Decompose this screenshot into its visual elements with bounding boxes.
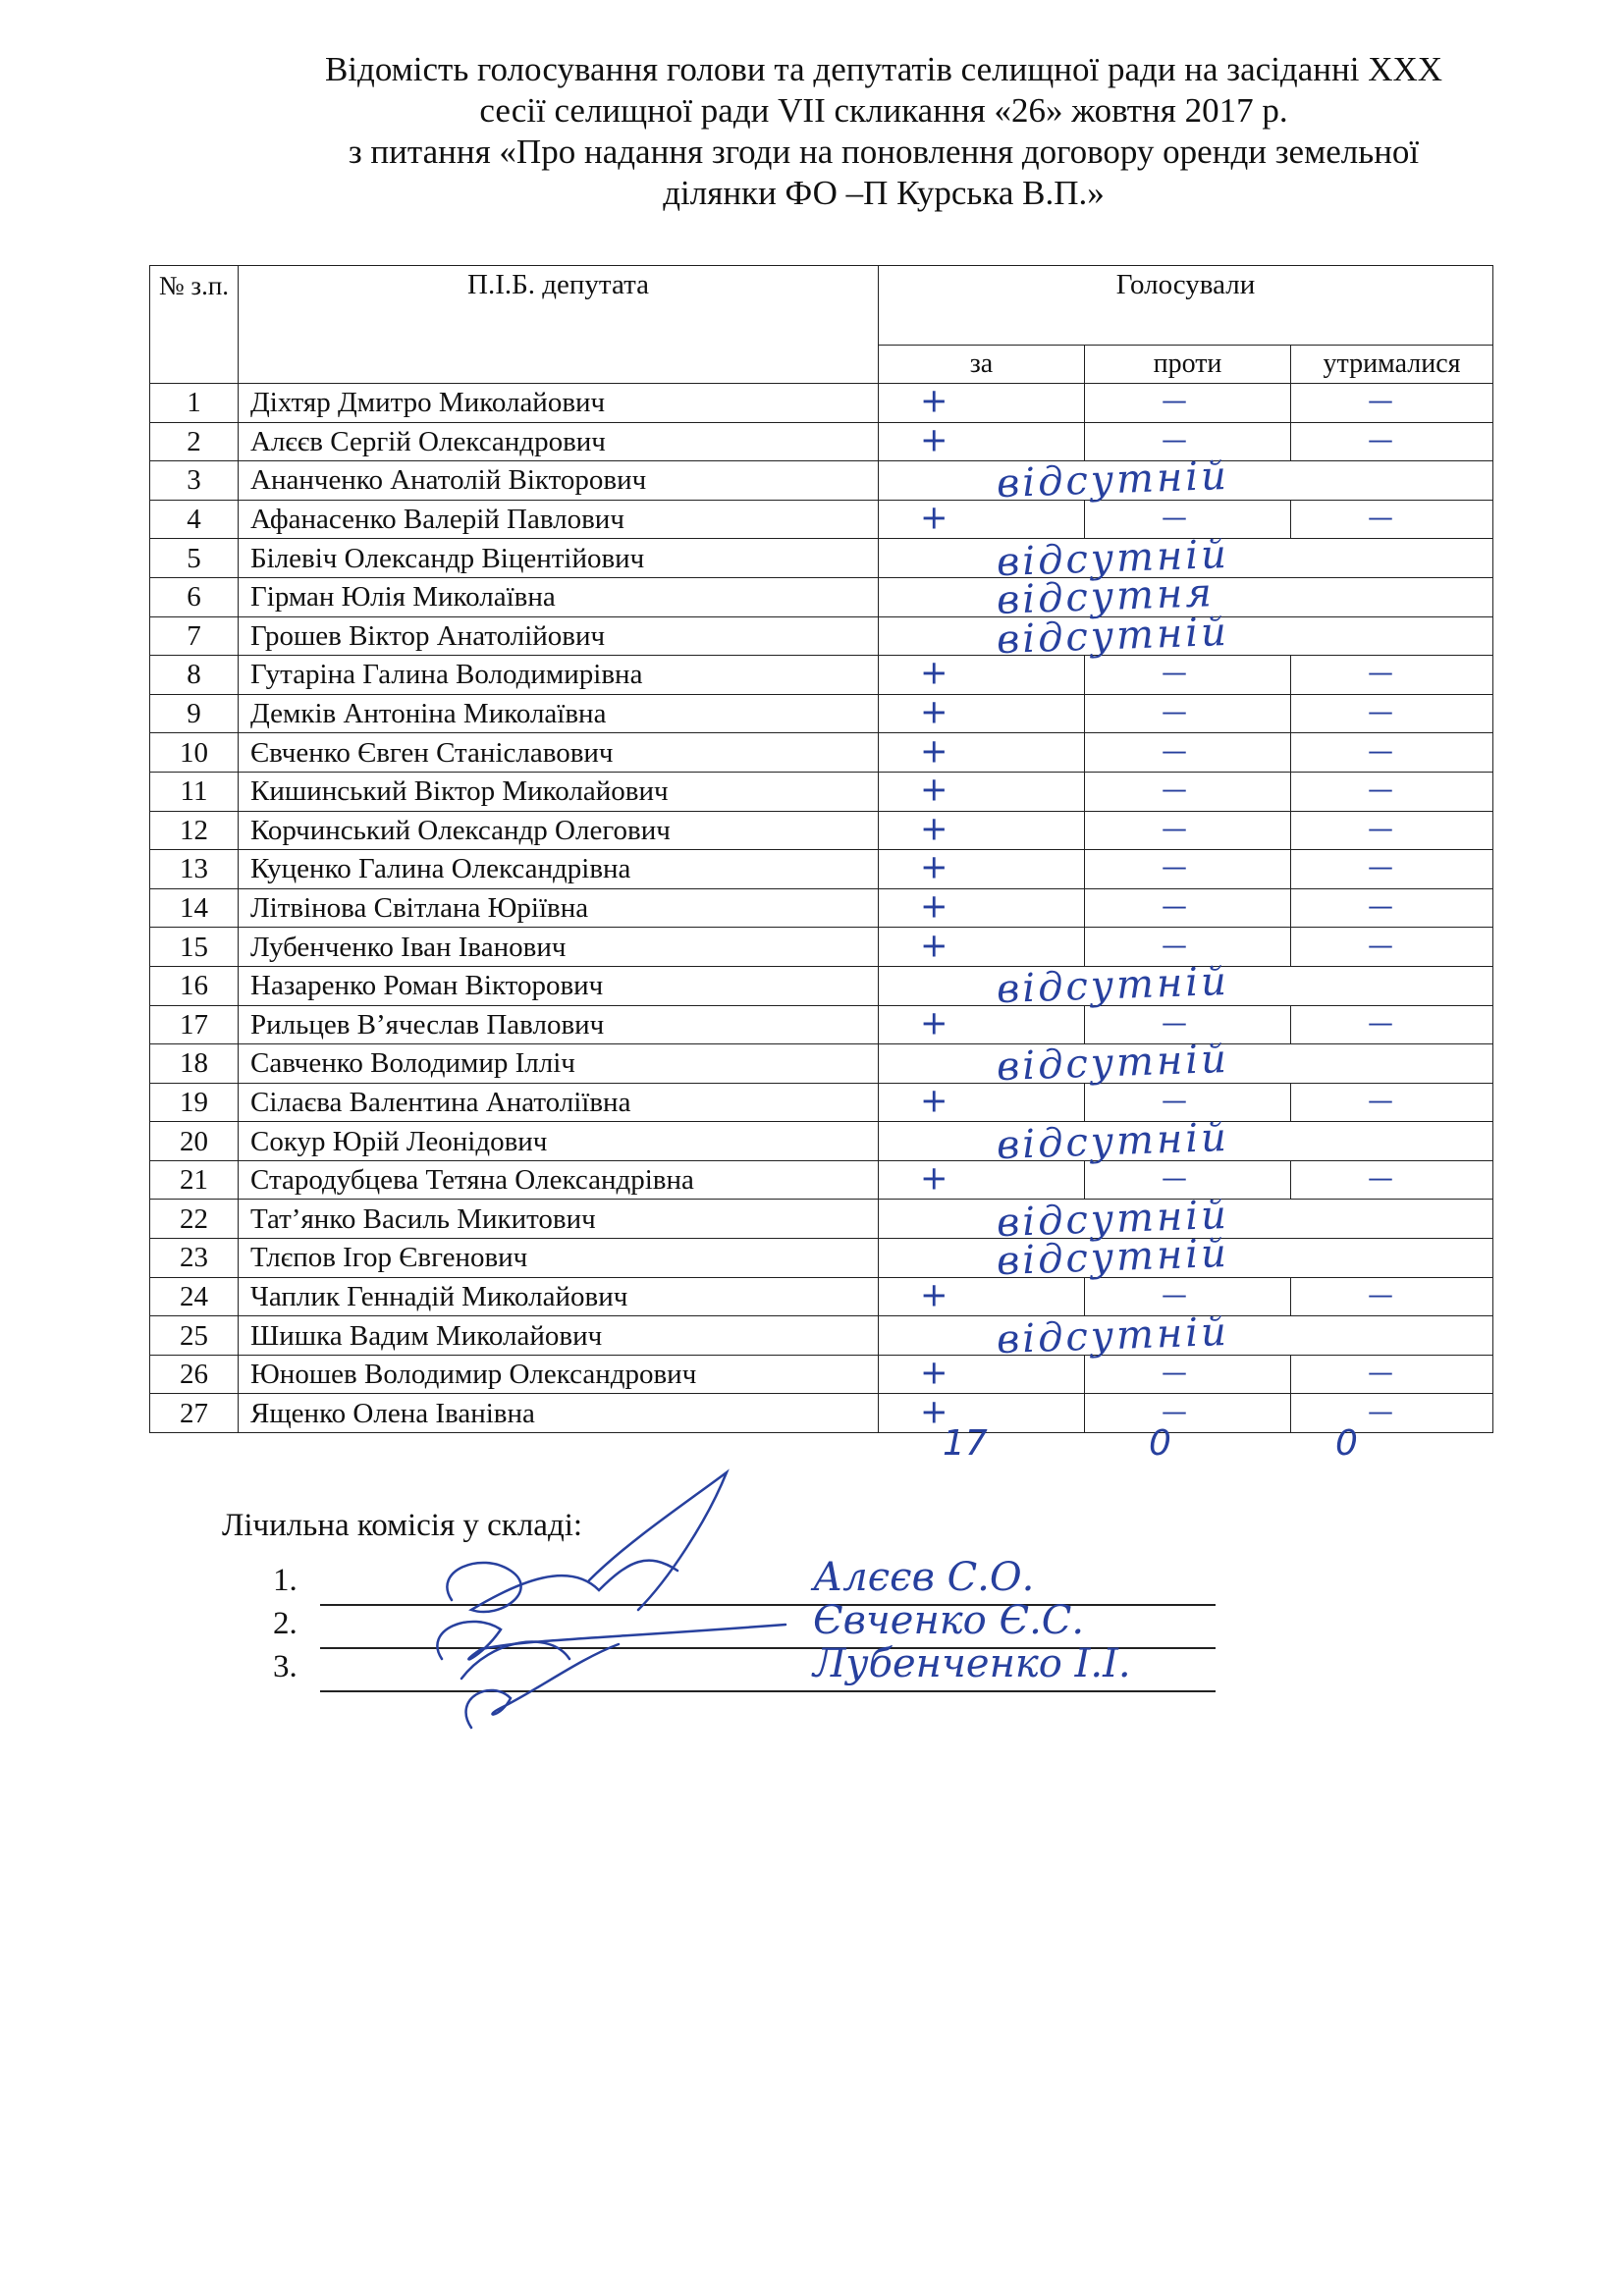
signature-3-stroke <box>461 1642 569 1679</box>
vote-against-mark: — <box>1162 1163 1187 1194</box>
table-row <box>150 1316 1493 1356</box>
row-number: 7 <box>150 616 239 656</box>
absent-cell <box>879 609 1493 663</box>
absent-mark: відсутній <box>996 1114 1230 1168</box>
header-against: проти <box>1085 346 1291 384</box>
vote-abstained-mark: — <box>1368 697 1393 727</box>
deputy-name: Чаплик Геннадій Миколайович <box>239 1277 879 1316</box>
absent-mark: відсутній <box>996 454 1230 507</box>
vote-for-cell <box>879 733 1085 773</box>
table-row <box>150 1355 1493 1394</box>
vote-against-mark: — <box>1162 852 1187 882</box>
vote-against-mark: — <box>1162 1397 1187 1427</box>
table-row <box>150 1044 1493 1084</box>
vote-against-mark: — <box>1162 658 1187 688</box>
absent-mark: відсутній <box>996 609 1230 663</box>
vote-abstained-cell <box>1291 656 1493 695</box>
vote-abstained-mark: — <box>1368 774 1393 805</box>
vote-for-mark: + <box>920 498 948 538</box>
vote-abstained-cell <box>1291 928 1493 967</box>
row-number: 26 <box>150 1355 239 1394</box>
table-row <box>150 966 1493 1005</box>
vote-abstained-mark: — <box>1368 891 1393 922</box>
vote-abstained-mark: — <box>1368 386 1393 416</box>
row-number: 11 <box>150 772 239 811</box>
vote-abstained-cell <box>1291 384 1493 423</box>
vote-abstained-mark: — <box>1368 1008 1393 1039</box>
vote-for-cell <box>879 1277 1085 1316</box>
absent-mark: відсутня <box>996 570 1216 624</box>
vote-abstained-cell <box>1291 811 1493 850</box>
absent-cell <box>879 1308 1493 1362</box>
vote-against-cell <box>1085 656 1291 695</box>
table-row <box>150 577 1493 616</box>
absent-cell <box>879 1037 1493 1091</box>
signature-3 <box>466 1644 619 1728</box>
table-row <box>150 733 1493 773</box>
vote-for-cell <box>879 1355 1085 1394</box>
vote-against-mark: — <box>1162 1086 1187 1116</box>
vote-abstained-mark: — <box>1368 1163 1393 1194</box>
vote-for-cell <box>879 1083 1085 1122</box>
vote-abstained-cell <box>1291 850 1493 889</box>
vote-against-mark: — <box>1162 1008 1187 1039</box>
vote-abstained-mark: — <box>1368 503 1393 533</box>
deputy-name: Тат’янко Василь Микитович <box>239 1200 879 1239</box>
vote-for-cell <box>879 694 1085 733</box>
table-row <box>150 772 1493 811</box>
vote-against-mark: — <box>1162 891 1187 922</box>
vote-abstained-mark: — <box>1368 1280 1393 1310</box>
row-number: 19 <box>150 1083 239 1122</box>
table-row <box>150 888 1493 928</box>
vote-abstained-mark: — <box>1368 814 1393 844</box>
vote-for-mark: + <box>920 809 948 849</box>
deputy-name: Ананченко Анатолій Вікторович <box>239 461 879 501</box>
vote-abstained-mark: — <box>1368 1397 1393 1427</box>
absent-cell <box>879 454 1493 507</box>
absent-mark: відсутній <box>996 1192 1230 1246</box>
vote-for-cell <box>879 772 1085 811</box>
deputy-name: Шишка Вадим Миколайович <box>239 1316 879 1356</box>
header-number: № з.п. <box>150 266 239 384</box>
row-number: 14 <box>150 888 239 928</box>
deputy-name: Діхтяр Дмитро Миколайович <box>239 384 879 423</box>
row-number: 22 <box>150 1200 239 1239</box>
vote-for-cell <box>879 500 1085 539</box>
vote-abstained-cell <box>1291 422 1493 461</box>
vote-for-mark: + <box>920 653 948 693</box>
row-number: 25 <box>150 1316 239 1356</box>
vote-abstained-cell <box>1291 733 1493 773</box>
deputy-name: Гірман Юлія Миколаївна <box>239 577 879 616</box>
row-number: 20 <box>150 1122 239 1161</box>
absent-mark: відсутній <box>996 1308 1230 1362</box>
vote-for-mark: + <box>920 1158 948 1199</box>
vote-against-mark: — <box>1162 931 1187 961</box>
row-number: 12 <box>150 811 239 850</box>
row-number: 2 <box>150 422 239 461</box>
total-abstained: 0 <box>1335 1423 1358 1464</box>
deputy-name: Літвінова Світлана Юріївна <box>239 888 879 928</box>
row-number: 21 <box>150 1160 239 1200</box>
vote-against-mark: — <box>1162 503 1187 533</box>
row-number: 16 <box>150 966 239 1005</box>
deputy-name: Ященко Олена Іванівна <box>239 1394 879 1433</box>
deputy-name: Кишинський Віктор Миколайович <box>239 772 879 811</box>
vote-against-mark: — <box>1162 774 1187 805</box>
handwritten-signatures <box>393 1463 805 1747</box>
table-row <box>150 1005 1493 1044</box>
member-handwritten-name: Євченко Є.С. <box>813 1598 1085 1643</box>
row-number: 15 <box>150 928 239 967</box>
absent-mark: відсутній <box>996 531 1230 585</box>
deputy-name: Тлєпов Ігор Євгенович <box>239 1239 879 1278</box>
table-row <box>150 928 1493 967</box>
row-number: 13 <box>150 850 239 889</box>
vote-for-mark: + <box>920 847 948 887</box>
deputy-name: Лубенченко Іван Іванович <box>239 928 879 967</box>
vote-for-cell <box>879 1005 1085 1044</box>
deputy-name: Афанасенко Валерій Павлович <box>239 500 879 539</box>
vote-abstained-cell <box>1291 888 1493 928</box>
row-number: 9 <box>150 694 239 733</box>
table-row <box>150 422 1493 461</box>
vote-for-mark: + <box>920 381 948 421</box>
deputy-name: Євченко Євген Станіславович <box>239 733 879 773</box>
deputy-name: Назаренко Роман Вікторович <box>239 966 879 1005</box>
header-for: за <box>879 346 1085 384</box>
member-number: 3. <box>273 1649 298 1684</box>
row-number: 6 <box>150 577 239 616</box>
table-row <box>150 384 1493 423</box>
vote-abstained-mark: — <box>1368 1358 1393 1388</box>
header-voted: Голосували <box>879 266 1493 346</box>
table-row <box>150 1122 1493 1161</box>
vote-abstained-mark: — <box>1368 658 1393 688</box>
absent-mark: відсутній <box>996 1037 1230 1091</box>
absent-cell <box>879 1231 1493 1285</box>
row-number: 5 <box>150 539 239 578</box>
vote-against-cell <box>1085 694 1291 733</box>
absent-cell <box>879 959 1493 1013</box>
table-row <box>150 1239 1493 1278</box>
vote-for-mark: + <box>920 731 948 772</box>
vote-for-mark: + <box>920 692 948 732</box>
vote-against-mark: — <box>1162 386 1187 416</box>
row-number: 8 <box>150 656 239 695</box>
vote-abstained-cell <box>1291 694 1493 733</box>
vote-for-mark: + <box>920 1392 948 1432</box>
vote-against-cell <box>1085 811 1291 850</box>
table-row <box>150 616 1493 656</box>
vote-for-mark: + <box>920 1081 948 1121</box>
vote-for-mark: + <box>920 926 948 966</box>
vote-against-cell <box>1085 888 1291 928</box>
vote-abstained-mark: — <box>1368 852 1393 882</box>
vote-abstained-cell <box>1291 1083 1493 1122</box>
deputy-name: Сокур Юрій Леонідович <box>239 1122 879 1161</box>
row-number: 3 <box>150 461 239 501</box>
vote-against-mark: — <box>1162 697 1187 727</box>
vote-totals <box>0 1423 1624 1463</box>
row-number: 27 <box>150 1394 239 1433</box>
vote-for-cell <box>879 811 1085 850</box>
vote-abstained-mark: — <box>1368 425 1393 455</box>
deputy-name: Білевіч Олександр Віцентійович <box>239 539 879 578</box>
vote-against-cell <box>1085 772 1291 811</box>
absent-mark: відсутній <box>996 959 1230 1013</box>
vote-against-mark: — <box>1162 1280 1187 1310</box>
table-row <box>150 850 1493 889</box>
deputy-name: Савченко Володимир Ілліч <box>239 1044 879 1084</box>
row-number: 4 <box>150 500 239 539</box>
title-line-3: з питання «Про надання згоди на поновлення договору оренди земельної <box>348 133 1420 171</box>
row-number: 1 <box>150 384 239 423</box>
row-number: 18 <box>150 1044 239 1084</box>
deputy-name: Сілаєва Валентина Анатоліївна <box>239 1083 879 1122</box>
row-number: 10 <box>150 733 239 773</box>
vote-for-mark: + <box>920 420 948 460</box>
vote-for-mark: + <box>920 1353 948 1393</box>
deputy-name: Стародубцева Тетяна Олександрівна <box>239 1160 879 1200</box>
member-handwritten-name: Лубенченко І.І. <box>813 1641 1131 1686</box>
vote-against-mark: — <box>1162 1358 1187 1388</box>
signature-1-stroke <box>589 1472 727 1610</box>
vote-against-cell <box>1085 733 1291 773</box>
header-abstained: утрималися <box>1291 346 1493 384</box>
vote-for-mark: + <box>920 1003 948 1043</box>
absent-mark: відсутній <box>996 1231 1230 1285</box>
deputy-name: Рильцев В’ячеслав Павлович <box>239 1005 879 1044</box>
vote-for-cell <box>879 381 1085 423</box>
table-row <box>150 461 1493 501</box>
vote-abstained-cell <box>1291 500 1493 539</box>
vote-abstained-mark: — <box>1368 1086 1393 1116</box>
table-row <box>150 539 1493 578</box>
vote-abstained-cell <box>1291 1160 1493 1200</box>
deputy-name: Алєєв Сергій Олександрович <box>239 422 879 461</box>
vote-against-mark: — <box>1162 814 1187 844</box>
vote-for-cell <box>879 653 1085 695</box>
title-line-4: ділянки ФО –П Курська В.П.» <box>663 174 1105 212</box>
vote-abstained-cell <box>1291 1005 1493 1044</box>
deputy-name: Грошев Віктор Анатолійович <box>239 616 879 656</box>
table-row <box>150 500 1493 539</box>
vote-for-cell <box>879 847 1085 889</box>
deputy-name: Гутаріна Галина Володимирівна <box>239 656 879 695</box>
title-line-2: сесії селищної ради VII скликання «26» жовтня 2017 р. <box>479 91 1288 130</box>
vote-against-cell <box>1085 850 1291 889</box>
total-against: 0 <box>1149 1423 1171 1464</box>
member-number: 2. <box>273 1606 298 1641</box>
vote-for-cell <box>879 888 1085 928</box>
table-row <box>150 1200 1493 1239</box>
row-number: 17 <box>150 1005 239 1044</box>
voting-table <box>149 265 1493 1433</box>
title-line-1: Відомість голосування голови та депутатів селищної ради на засіданні XXX <box>324 50 1443 88</box>
vote-abstained-mark: — <box>1368 736 1393 767</box>
vote-for-mark: + <box>920 770 948 810</box>
vote-abstained-mark: — <box>1368 931 1393 961</box>
table-row <box>150 1083 1493 1122</box>
table-row <box>150 656 1493 695</box>
document-title <box>226 49 1542 214</box>
table-row <box>150 811 1493 850</box>
commission-label: Лічильна комісія у складі: <box>222 1508 583 1543</box>
vote-against-cell <box>1085 384 1291 423</box>
deputy-name: Куценко Галина Олександрівна <box>239 850 879 889</box>
table-row <box>150 1160 1493 1200</box>
row-number: 23 <box>150 1239 239 1278</box>
deputy-name: Демків Антоніна Миколаївна <box>239 694 879 733</box>
member-number: 1. <box>273 1563 298 1598</box>
deputy-name: Корчинський Олександр Олегович <box>239 811 879 850</box>
vote-for-cell <box>879 1160 1085 1200</box>
vote-abstained-cell <box>1291 772 1493 811</box>
vote-abstained-cell <box>1291 1355 1493 1394</box>
vote-for-mark: + <box>920 886 948 927</box>
vote-for-cell <box>879 422 1085 461</box>
vote-against-mark: — <box>1162 736 1187 767</box>
row-number: 24 <box>150 1277 239 1316</box>
table-row <box>150 1277 1493 1316</box>
vote-for-mark: + <box>920 1275 948 1315</box>
vote-against-mark: — <box>1162 425 1187 455</box>
member-handwritten-name: Алєєв С.О. <box>813 1555 1035 1600</box>
vote-against-cell <box>1085 1355 1291 1394</box>
header-name: П.І.Б. депутата <box>239 266 879 384</box>
vote-abstained-cell <box>1291 1277 1493 1316</box>
table-row <box>150 694 1493 733</box>
deputy-name: Юношев Володимир Олександрович <box>239 1355 879 1394</box>
absent-cell <box>879 1114 1493 1168</box>
total-for: 17 <box>943 1423 988 1464</box>
vote-for-cell <box>879 928 1085 967</box>
